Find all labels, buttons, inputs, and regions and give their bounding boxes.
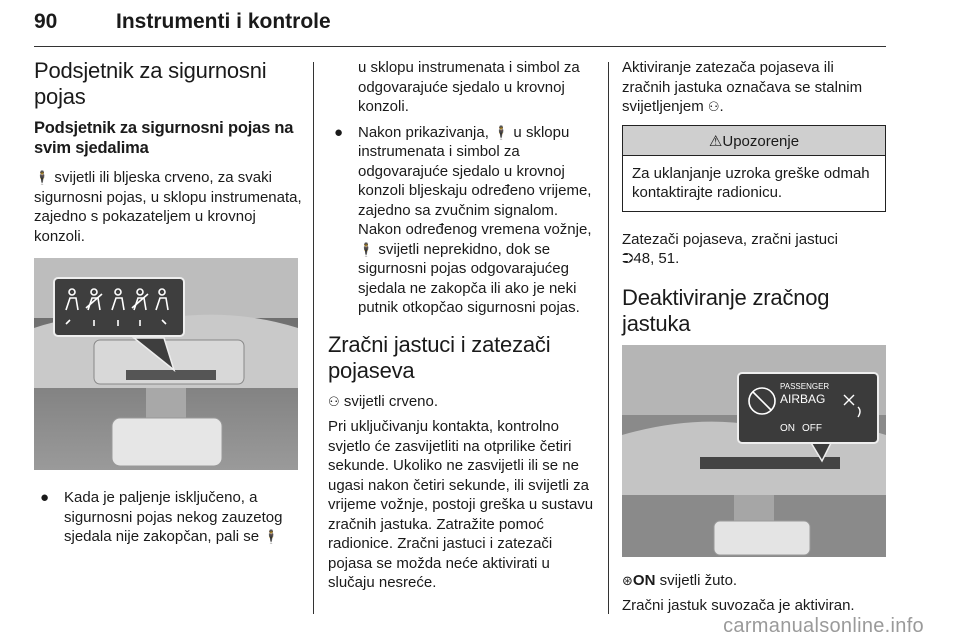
warning-icon: ⚠ bbox=[708, 132, 723, 150]
paragraph: ⊛ON svijetli žuto. bbox=[622, 571, 738, 589]
section-title-seatbelt: Podsjetnik za sigurnosni pojas bbox=[34, 58, 267, 109]
page-header bbox=[34, 6, 886, 47]
paragraph: u sklopu instrumenata i simbol za odgovarajuće sjedalo u krovnoj konzoli. bbox=[358, 59, 580, 115]
warning-header: ⚠Upozorenje bbox=[623, 126, 885, 156]
column-3 bbox=[622, 58, 886, 622]
panel-text-passenger: PASSENGER bbox=[780, 381, 830, 391]
page-number: 90 bbox=[34, 10, 58, 33]
column-divider-2 bbox=[608, 62, 609, 614]
airbag-icon: ⚇ bbox=[328, 393, 340, 409]
panel-text-airbag: AIRBAG bbox=[780, 391, 826, 406]
section-title-airbags: Zračni jastuci i zatezači pojaseva bbox=[328, 331, 551, 383]
paragraph: ⚇ svijetli crveno. bbox=[328, 392, 439, 410]
roof-console-image bbox=[34, 258, 298, 470]
subsection-title: Podsjetnik za sigurnosni pojas na svim sjedalima bbox=[34, 119, 294, 157]
warning-text: Za uklanjanje uzroka greške odmah kontaktirajte radionicu. bbox=[632, 164, 870, 201]
column-1 bbox=[34, 58, 302, 555]
panel-text-on: ON bbox=[780, 422, 795, 434]
section-title-deactivation: Deaktiviranje zračnog jastuka bbox=[622, 284, 830, 336]
airbag-icon: ⚇ bbox=[707, 99, 720, 114]
arrow-ref-icon: ⮊ bbox=[622, 250, 634, 267]
airbag-panel-image bbox=[622, 345, 886, 557]
cross-reference: Zatezači pojaseva, zračni jastuci ⮊48, 51. bbox=[622, 230, 838, 267]
paragraph: Pri uključivanju kontakta, kontrolno svjetlo će zasvijetliti na otprilike četiri sekunde. Ukoliko ne zasvijetli ili se ne ugasi nakon četiri sekunde, ili svijetli za vrijeme vožnje, postoji greška u sustavu zračnih jastuka. Zatražite pomoć radionice. Zračni jastuci i zatezači pojasa se možda neće aktivirati u slučaju nesreće. bbox=[328, 418, 594, 591]
airbag-on-icon: ⊛ bbox=[622, 572, 633, 588]
paragraph: Zračni jastuk suvozača je aktiviran. bbox=[622, 597, 855, 614]
airbag-panel-illustration bbox=[622, 345, 886, 557]
paragraph: 🕴 svijetli ili bljeska crveno, za svaki sigurnosni pojas, u sklopu instrumenata, zajedno s pokazateljem u krovnoj konzoli. bbox=[34, 169, 302, 245]
seatbelt-icon: 🕴 bbox=[493, 124, 510, 140]
chapter-title: Instrumenti i kontrole bbox=[116, 10, 331, 33]
bullet-item: ● Nakon prikazivanja, 🕴 u sklopu instrumenata i simbol za odgovarajuće sjedalo u krovnoj konzoli bljeskaju određeno vrijeme, zajedno sa zvučnim signalom. Nakon određenog vremena vožnje, 🕴 svijetli neprekidno, dok se sigurnosni pojas odgovarajućeg sjedala ne zakopča ili ako je neki putnik otkopčao sigurnosni pojas. bbox=[334, 123, 592, 316]
roof-console-illustration bbox=[34, 258, 298, 470]
seatbelt-icon: 🕴 bbox=[263, 529, 280, 544]
watermark: carmanualsonline.info bbox=[723, 615, 924, 637]
bullet-item: ● Kada je paljenje isključeno, a sigurnosni pojas nekog zauzetog sjedala nije zakopčan, pali se 🕴 bbox=[40, 489, 283, 545]
paragraph: Aktiviranje zatezača pojaseva ili zračnih jastuka označava se stalnim svijetljenjem ⚇. bbox=[622, 59, 863, 115]
seatbelt-icon: 🕴 bbox=[34, 170, 51, 185]
column-2 bbox=[328, 58, 596, 599]
column-divider-1 bbox=[313, 62, 314, 614]
panel-text-off: OFF bbox=[802, 422, 822, 434]
seatbelt-icon: 🕴 bbox=[358, 241, 375, 257]
warning-box bbox=[622, 125, 886, 212]
